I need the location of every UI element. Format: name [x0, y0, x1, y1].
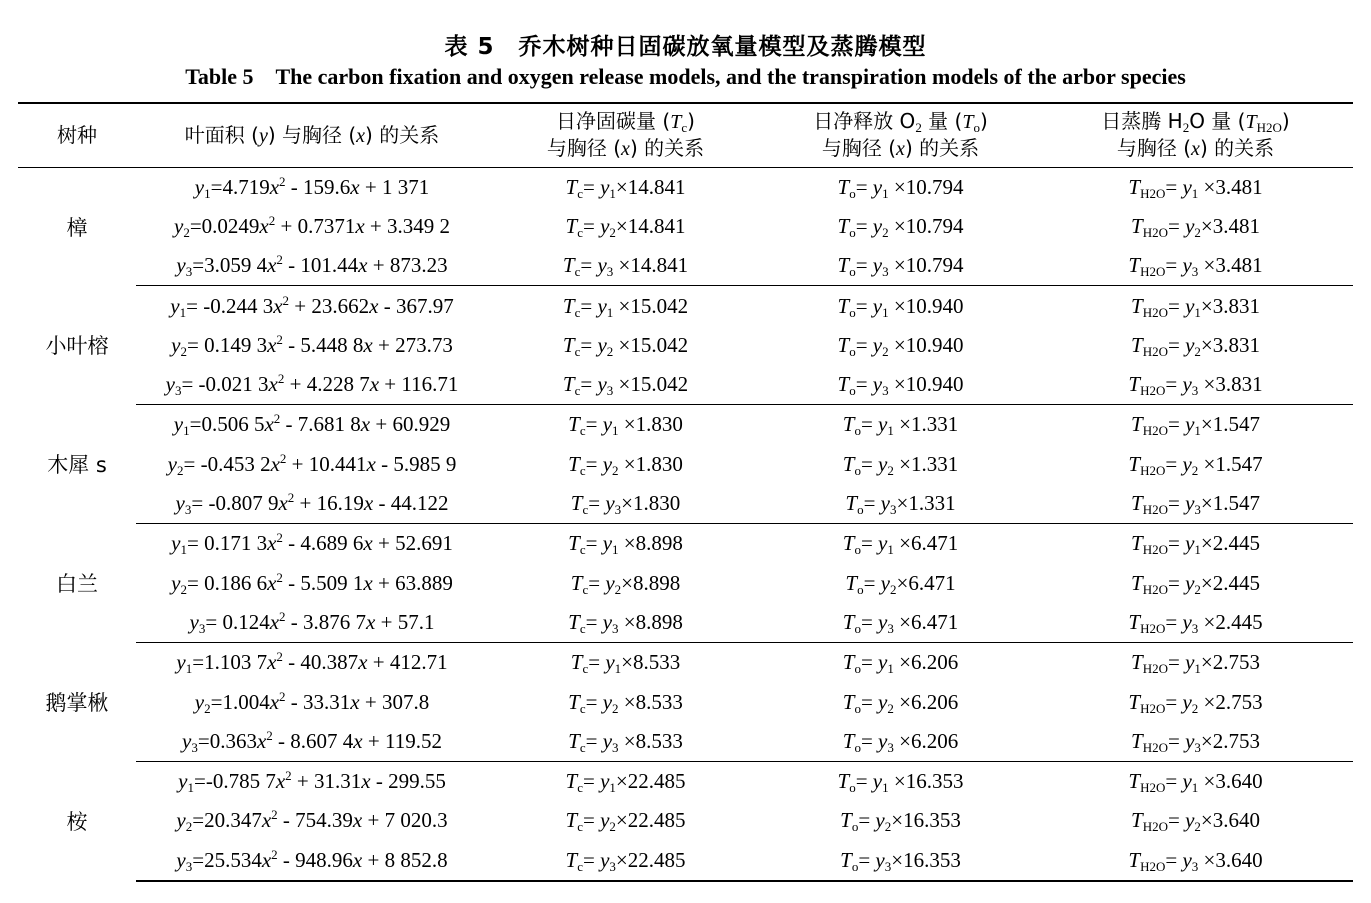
species-cell: 小叶榕 [45, 334, 109, 359]
transpiration-equation: $T_{H2O}= y_2\times 3.831$ [1131, 332, 1260, 359]
oxygen-release-equation: $T_o= y_2 \times 6.206$ [842, 689, 959, 716]
table-row [18, 207, 1353, 246]
table-body [18, 167, 1353, 881]
table-row [18, 326, 1353, 365]
table-row [18, 722, 1353, 762]
table-row [18, 563, 1353, 602]
carbon-fixation-equation: $T_c= y_2 \times 1.830$ [568, 451, 683, 478]
species-cell: 桉 [66, 810, 88, 835]
header-species: 树种 [18, 103, 136, 167]
carbon-fixation-equation: $T_c= y_3\times 1.830$ [488, 484, 763, 524]
leaf-area-equation: $y_3=0.363x^2 - 8.607$ 4x + 119.52 [136, 722, 488, 762]
transpiration-equation: $T_{H2O}= y_1 \times 3.481$ [1128, 174, 1263, 201]
header-carbon-fixation: 日净固碳量 $(T_c)$ 与胸径 (x) 的关系 [488, 103, 763, 167]
table-title-en: Table 5 The carbon fixation and oxygen release models, and the transpiration models of the arbor species [185, 64, 1186, 89]
carbon-fixation-equation: $T_c= y_1 \times 1.830$ [568, 412, 683, 439]
carbon-fixation-equation: $T_c= y_2 \times 15.042$ [562, 332, 689, 359]
carbon-fixation-equation: $T_c= y_3\times 22.485$ [488, 841, 763, 881]
species-cell: 鹅掌楸 [45, 691, 109, 715]
leaf-area-equation: $y_1=4.719x^2 - 159.6x + 1$ 371 [194, 173, 430, 201]
transpiration-equation: $T_{H2O}= y_3 \times 3.831$ [1038, 365, 1353, 405]
table-row [18, 246, 1353, 286]
oxygen-release-equation: $T_o= y_2 \times 10.794$ [837, 213, 964, 240]
leaf-area-equation: $y_1=-0.785$ $7x^2 + 31.31x - 299.55$ [178, 768, 446, 796]
carbon-fixation-equation: $T_c= y_1\times 22.485$ [565, 769, 686, 796]
carbon-fixation-equation: $T_c= y_3 \times 8.533$ [488, 722, 763, 762]
oxygen-release-equation: $T_o= y_2 \times 1.331$ [842, 451, 959, 478]
table-row [18, 682, 1353, 721]
carbon-fixation-equation: $T_c= y_3 \times 14.841$ [488, 246, 763, 286]
oxygen-release-equation: $T_o= y_3 \times 6.471$ [763, 603, 1038, 643]
leaf-area-equation: $y_3=25.534x^2 - 948.96x + 8$ 852.8 [136, 841, 488, 881]
oxygen-release-equation: $T_o= y_1 \times 16.353$ [837, 769, 964, 796]
carbon-fixation-equation: $T_c= y_1 \times 8.898$ [568, 531, 683, 558]
table-row [18, 445, 1353, 484]
leaf-area-equation: $y_1= -0.244$ $3x^2 + 23.662x - 367.97$ [170, 292, 454, 320]
leaf-area-equation: $y_2= -0.453$ $2x^2 + 10.441x - 5.985$ 9 [167, 450, 457, 478]
transpiration-equation: $T_{H2O}= y_3 \times 3.481$ [1038, 246, 1353, 286]
leaf-area-equation: $y_2=20.347x^2 - 754.39x + 7$ 020.3 [176, 807, 448, 835]
table-row [18, 603, 1353, 643]
oxygen-release-equation: $T_o= y_1 \times 6.471$ [842, 531, 959, 558]
transpiration-equation: $T_{H2O}= y_3 \times 2.445$ [1038, 603, 1353, 643]
header-leaf-area: 叶面积 (y) 与胸径 (x) 的关系 [136, 103, 488, 167]
transpiration-equation: $T_{H2O}= y_3 \times 3.640$ [1038, 841, 1353, 881]
transpiration-equation: $T_{H2O}= y_2\times 2.445$ [1131, 570, 1260, 597]
table-row [18, 405, 1353, 445]
header-transpiration: 日蒸腾 $H_2O$ 量 $(T_{H2O})$ 与胸径 (x) 的关系 [1038, 103, 1353, 167]
oxygen-release-equation: $T_o= y_2\times 6.471$ [845, 570, 956, 597]
transpiration-equation: $T_{H2O}= y_2 \times 2.753$ [1128, 689, 1263, 716]
transpiration-equation: $T_{H2O}= y_3\times 2.753$ [1038, 722, 1353, 762]
carbon-fixation-equation: $T_c= y_2\times 8.898$ [570, 570, 681, 597]
oxygen-release-equation: $T_o= y_1 \times 10.794$ [837, 174, 964, 201]
leaf-area-equation: $y_1=1.103$ $7x^2 - 40.387x + 412.71$ [176, 649, 448, 677]
transpiration-equation: $T_{H2O}= y_1\times 2.445$ [1131, 531, 1260, 558]
oxygen-release-equation: $T_o= y_2\times 16.353$ [840, 808, 961, 835]
table-row [18, 841, 1353, 881]
leaf-area-equation: $y_1=0.506$ $5x^2 - 7.681$ 8x + 60.929 [173, 411, 451, 439]
oxygen-release-equation: $T_o= y_3\times 1.331$ [763, 484, 1038, 524]
transpiration-equation: $T_{H2O}= y_2\times 3.640$ [1131, 808, 1260, 835]
transpiration-equation: $T_{H2O}= y_1 \times 3.640$ [1128, 769, 1263, 796]
oxygen-release-equation: $T_o= y_3\times 16.353$ [763, 841, 1038, 881]
carbon-fixation-equation: $T_c= y_2 \times 8.533$ [568, 689, 683, 716]
oxygen-release-equation: $T_o= y_3 \times 10.794$ [763, 246, 1038, 286]
carbon-fixation-equation: $T_c= y_2\times 22.485$ [565, 808, 686, 835]
header-oxygen-release: 日净释放 $O_2$ 量 $(T_o)$ 与胸径 (x) 的关系 [763, 103, 1038, 167]
species-cell: 木犀 s [47, 453, 107, 478]
leaf-area-equation: $y_3=3.059$ $4x^2 - 101.44x + 873.23$ [136, 246, 488, 286]
leaf-area-equation: $y_3= -0.807$ $9x^2 + 16.19x - 44.122$ [136, 484, 488, 524]
carbon-fixation-equation: $T_c= y_1\times 14.841$ [565, 174, 686, 201]
table-row [18, 484, 1353, 524]
transpiration-equation: $T_{H2O}= y_1\times 1.547$ [1131, 412, 1260, 439]
leaf-area-equation: $y_2= 0.149$ $3x^2 - 5.448$ 8x + 273.73 [171, 331, 453, 359]
table-row [18, 286, 1353, 326]
transpiration-equation: $T_{H2O}= y_2 \times 1.547$ [1128, 451, 1263, 478]
table-row [18, 524, 1353, 564]
table-title-cn: 表 5 乔木树种日固碳放氧量模型及蒸腾模型 [444, 34, 927, 60]
table-row [18, 801, 1353, 840]
models-table [18, 102, 1353, 882]
transpiration-equation: $T_{H2O}= y_1\times 2.753$ [1131, 650, 1260, 677]
leaf-area-equation: $y_2=1.004x^2 - 33.31x + 307.8$ [194, 688, 430, 716]
carbon-fixation-equation: $T_c= y_3 \times 15.042$ [488, 365, 763, 405]
carbon-fixation-equation: $T_c= y_2\times 14.841$ [565, 213, 686, 240]
species-cell: 白兰 [56, 572, 98, 597]
leaf-area-equation: $y_2=0.0249x^2 + 0.7371x + 3.349$ 2 [173, 212, 450, 240]
leaf-area-equation: $y_3= 0.124x^2 - 3.876$ 7x + 57.1 [136, 603, 488, 643]
transpiration-equation: $T_{H2O}= y_2\times 3.481$ [1131, 213, 1260, 240]
carbon-fixation-equation: $T_c= y_1\times 8.533$ [570, 650, 681, 677]
leaf-area-equation: $y_1= 0.171$ $3x^2 - 4.689$ 6x + 52.691 [171, 530, 453, 558]
header-row [18, 103, 1353, 167]
carbon-fixation-equation: $T_c= y_1 \times 15.042$ [562, 293, 689, 320]
table-row [18, 365, 1353, 405]
transpiration-equation: $T_{H2O}= y_3\times 1.547$ [1038, 484, 1353, 524]
oxygen-release-equation: $T_o= y_3 \times 6.206$ [763, 722, 1038, 762]
oxygen-release-equation: $T_o= y_2 \times 10.940$ [837, 332, 964, 359]
oxygen-release-equation: $T_o= y_1 \times 1.331$ [842, 412, 959, 439]
oxygen-release-equation: $T_o= y_1 \times 10.940$ [837, 293, 964, 320]
oxygen-release-equation: $T_o= y_1 \times 6.206$ [842, 650, 959, 677]
carbon-fixation-equation: $T_c= y_3 \times 8.898$ [488, 603, 763, 643]
table-row [18, 643, 1353, 683]
leaf-area-equation: $y_3= -0.021$ $3x^2 + 4.228$ 7x + 116.71 [136, 365, 488, 405]
table-row [18, 167, 1353, 207]
leaf-area-equation: $y_2= 0.186$ $6x^2 - 5.509$ 1x + 63.889 [171, 569, 453, 597]
oxygen-release-equation: $T_o= y_3 \times 10.940$ [763, 365, 1038, 405]
transpiration-equation: $T_{H2O}= y_1\times 3.831$ [1131, 293, 1260, 320]
species-cell: 樟 [66, 215, 88, 240]
table-row [18, 761, 1353, 801]
